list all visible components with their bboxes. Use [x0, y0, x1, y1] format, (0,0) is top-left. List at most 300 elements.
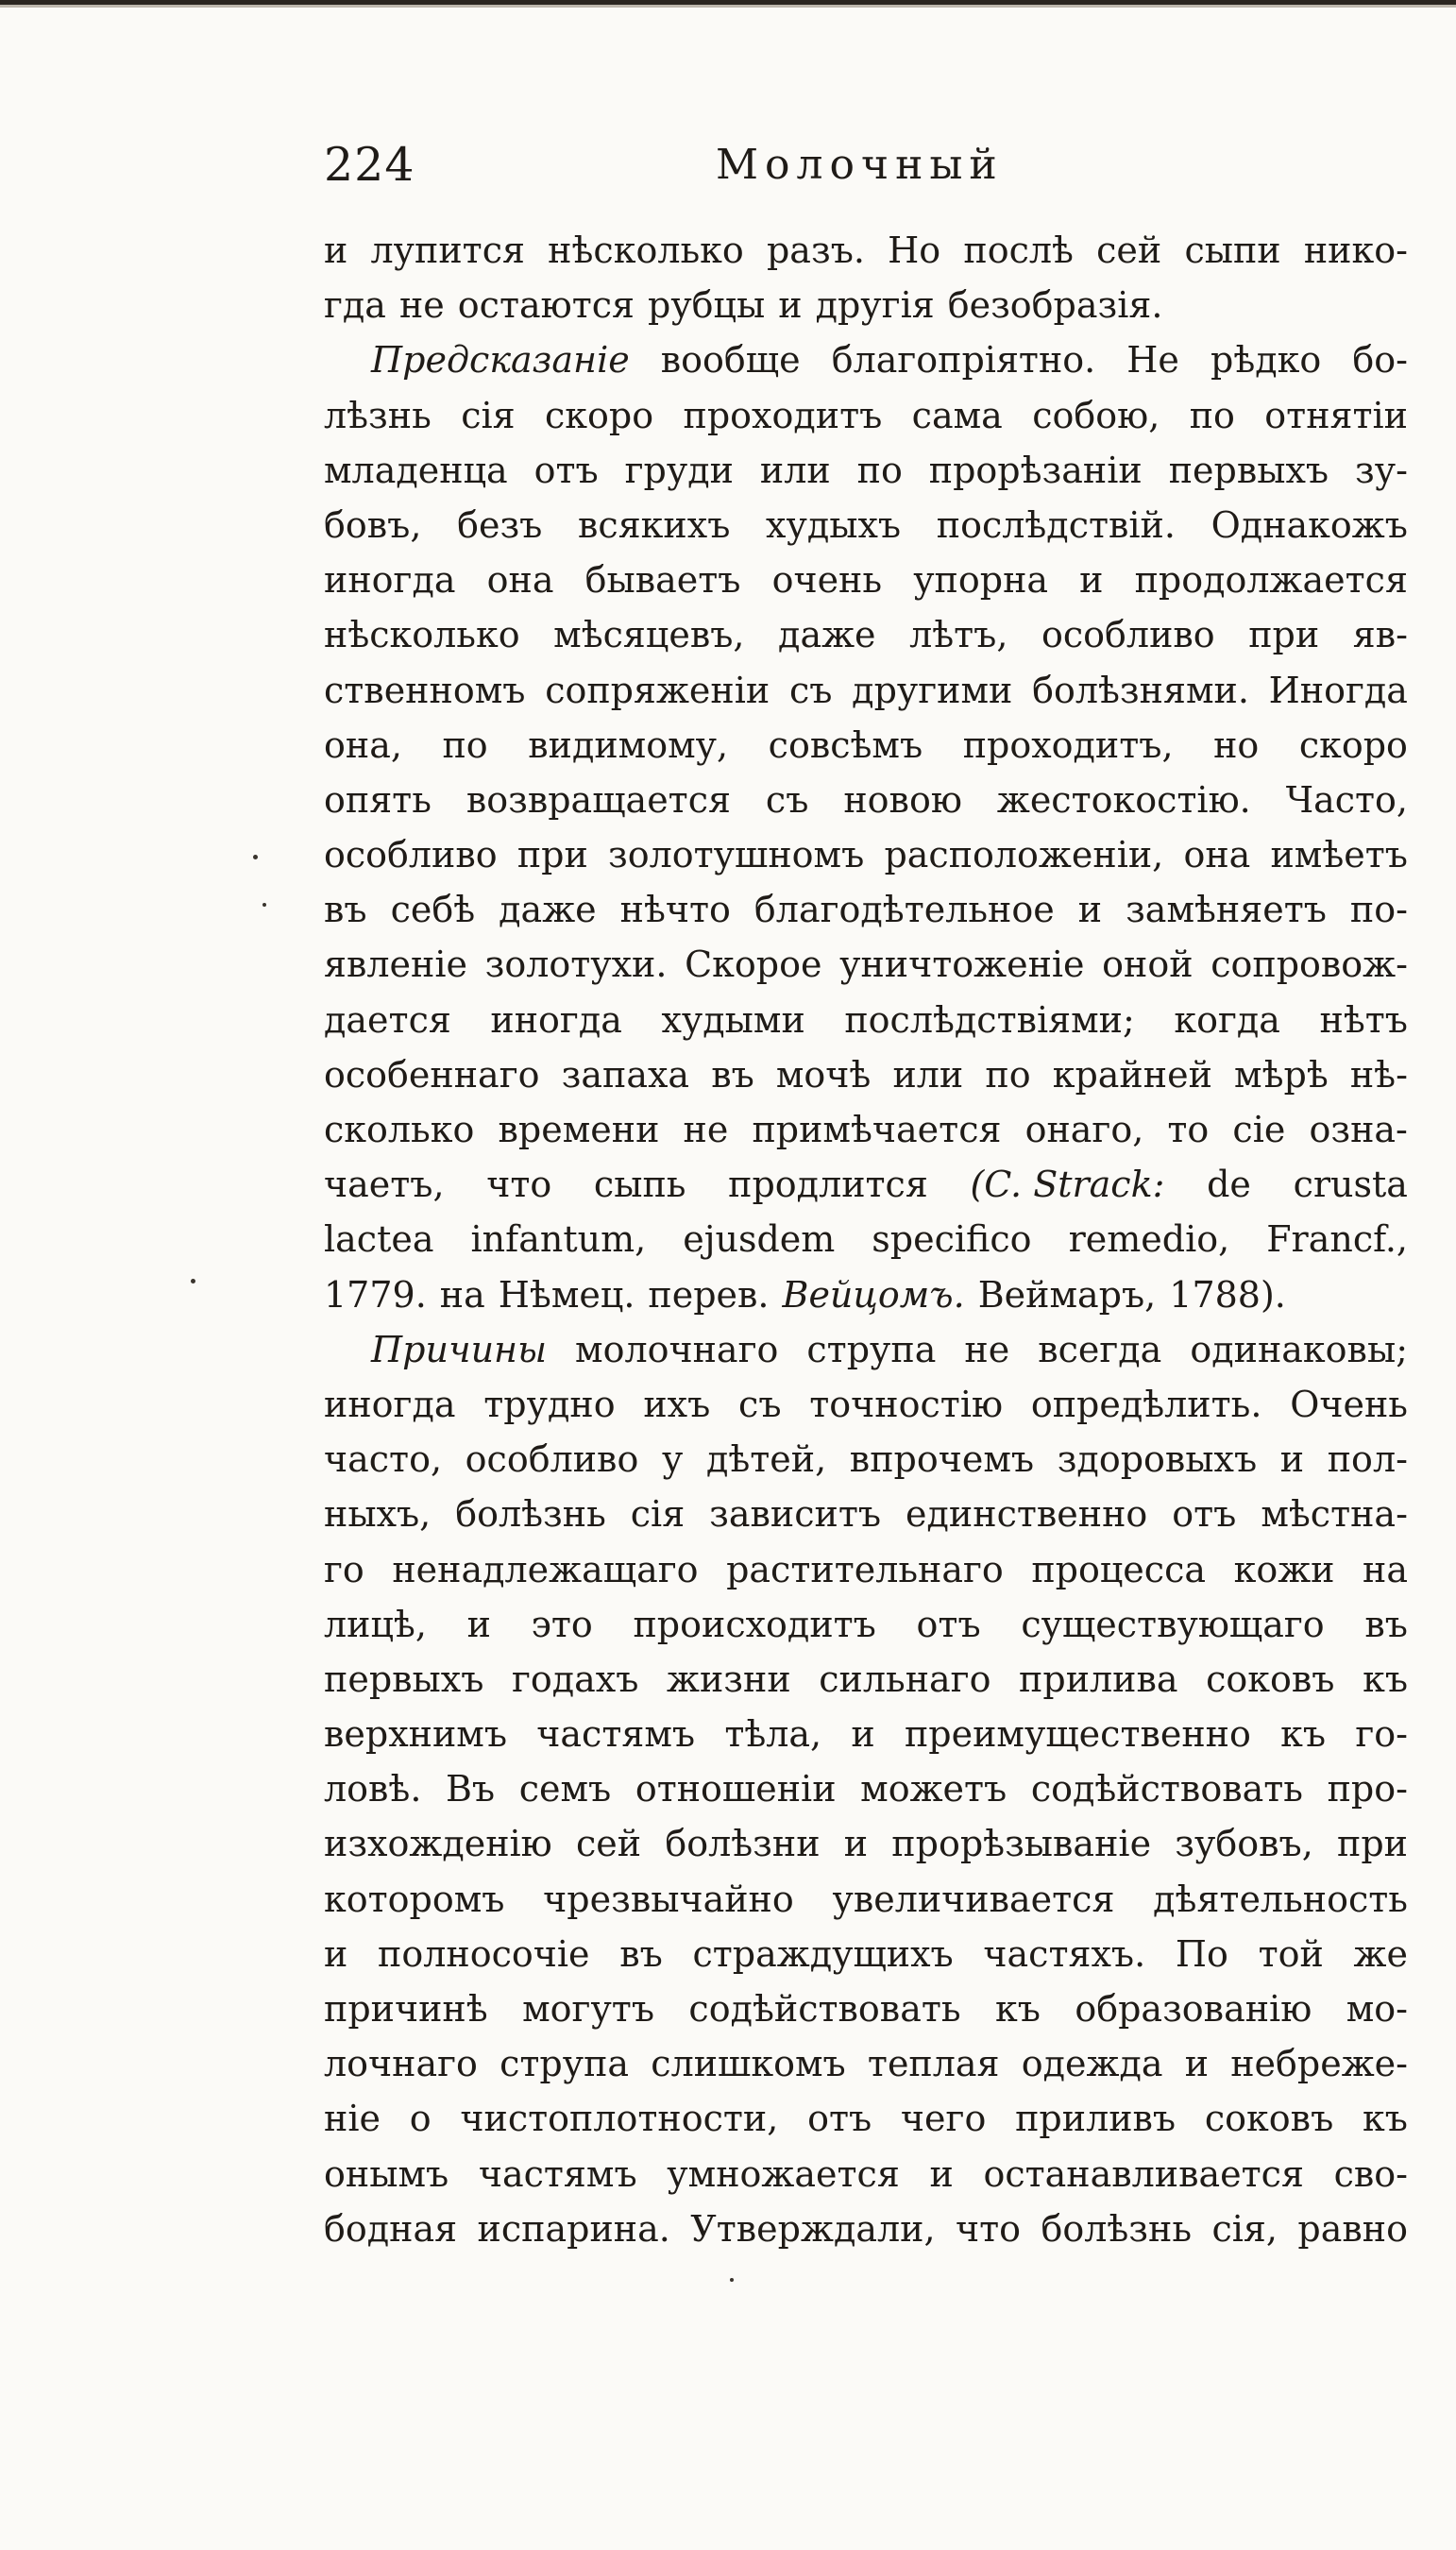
- word: особливо: [324, 834, 498, 876]
- word: запаха: [561, 1053, 690, 1096]
- word: сильнаго: [819, 1658, 991, 1700]
- word: явленіе: [324, 944, 467, 986]
- word: гда: [324, 284, 386, 327]
- word: вообще: [660, 339, 801, 382]
- word: нѣ-: [1349, 1053, 1408, 1096]
- word: ныхъ,: [324, 1493, 432, 1536]
- word: бовъ,: [324, 503, 422, 546]
- word: про-: [1327, 1768, 1408, 1810]
- word: въ: [324, 889, 367, 931]
- scan-top-edge: [0, 0, 1456, 11]
- word: семъ: [518, 1768, 612, 1810]
- word: бо-: [1352, 339, 1408, 382]
- word: даже: [499, 889, 597, 931]
- ink-speck: [253, 855, 258, 859]
- word: съ: [765, 778, 809, 821]
- word: всякихъ: [578, 503, 731, 546]
- word: другими: [852, 669, 1013, 711]
- word: remedio,: [1068, 1218, 1230, 1261]
- word: проходитъ,: [962, 723, 1174, 766]
- word: лочнаго: [324, 2043, 478, 2085]
- word: худыхъ: [766, 503, 902, 546]
- word: соковъ: [1206, 1658, 1335, 1700]
- word: infantum,: [470, 1218, 647, 1261]
- word: это: [531, 1603, 593, 1645]
- word: пол-: [1327, 1438, 1408, 1481]
- ink-speck: [262, 903, 266, 907]
- word: Не: [1126, 339, 1179, 382]
- text-line: [324, 1707, 1408, 1761]
- word: 1788).: [1169, 1273, 1286, 1316]
- word: Francf.,: [1266, 1218, 1408, 1261]
- word: золотухи.: [484, 944, 668, 986]
- word: сія: [630, 1493, 686, 1536]
- word: образованію: [1075, 1988, 1312, 2030]
- word: перев.: [648, 1273, 770, 1316]
- word: рубцы: [648, 284, 766, 327]
- word: лупится: [370, 230, 525, 271]
- text-line: [324, 1652, 1408, 1707]
- word: прилива: [1019, 1658, 1178, 1700]
- word: рѣдко: [1211, 339, 1322, 382]
- text-line: [324, 1377, 1408, 1432]
- word: и: [929, 2152, 954, 2195]
- word: то: [1167, 1109, 1210, 1150]
- word: собою,: [1032, 394, 1160, 436]
- word: первыхъ: [324, 1658, 484, 1700]
- word: го: [324, 1548, 364, 1590]
- word: Въ: [446, 1768, 496, 1810]
- word: у: [661, 1438, 684, 1481]
- word: золотушномъ: [607, 834, 865, 876]
- word: иногда: [490, 998, 622, 1041]
- word: отъ: [807, 2098, 872, 2140]
- ink-speck: [191, 1279, 195, 1284]
- text-line: [324, 278, 1408, 332]
- word: что: [486, 1164, 552, 1206]
- word: теплая: [867, 2043, 1000, 2085]
- body-text: [324, 223, 1408, 2256]
- word: прорѣзаніи: [928, 449, 1143, 491]
- word: сколько: [324, 1109, 475, 1150]
- word: болѣзнь: [455, 1493, 606, 1536]
- word: сіе: [1232, 1109, 1286, 1150]
- word: причинѣ: [324, 1988, 488, 2030]
- word: на: [439, 1273, 485, 1316]
- word: струпа: [806, 1328, 937, 1370]
- word: младенца: [324, 449, 508, 491]
- text-line: [324, 2091, 1408, 2146]
- word: имѣетъ: [1270, 834, 1408, 876]
- word: зависитъ: [709, 1493, 882, 1536]
- word: о: [409, 2098, 432, 2140]
- word: го-: [1355, 1713, 1408, 1756]
- word: Часто,: [1285, 778, 1408, 821]
- word: нѣсколько: [548, 230, 744, 271]
- word: всегда: [1038, 1328, 1162, 1370]
- word: единственно: [906, 1493, 1148, 1536]
- text-line: [324, 1102, 1408, 1157]
- word: здоровыхъ: [1057, 1438, 1258, 1481]
- word: она,: [324, 723, 402, 766]
- word: сія: [461, 394, 516, 436]
- word: съ: [738, 1383, 782, 1425]
- word: частямъ: [478, 2152, 637, 2195]
- word: той: [1258, 1932, 1324, 1975]
- word: ejusdem: [683, 1218, 836, 1261]
- word: Очень: [1290, 1383, 1408, 1425]
- word: чаетъ,: [324, 1164, 445, 1206]
- word: равно: [1297, 2207, 1408, 2250]
- word: оной: [1102, 944, 1194, 986]
- text-line: [324, 827, 1408, 882]
- word: видимому,: [528, 723, 729, 766]
- word: первыхъ: [1168, 449, 1329, 491]
- text-line: [324, 1432, 1408, 1487]
- word: въ: [1364, 1603, 1408, 1645]
- word: особеннаго: [324, 1053, 540, 1096]
- word: 1779.: [324, 1273, 427, 1316]
- word: прорѣзываніе: [891, 1823, 1152, 1865]
- word: и: [1279, 1438, 1305, 1481]
- word: и: [778, 284, 803, 327]
- word: одинаковы;: [1190, 1328, 1408, 1370]
- word: упорна: [913, 559, 1049, 602]
- word: груди: [624, 449, 734, 491]
- word: сопряженіи: [545, 669, 770, 711]
- word: верхнимъ: [324, 1713, 508, 1756]
- text-line: [324, 2202, 1408, 2256]
- word: de: [1207, 1164, 1251, 1206]
- word: бодная: [324, 2207, 458, 2250]
- word: мѣрѣ: [1234, 1053, 1329, 1096]
- text-line: [324, 388, 1408, 443]
- word: болѣзнями.: [1032, 669, 1249, 711]
- word: тѣла,: [724, 1713, 822, 1756]
- word: и: [466, 1603, 491, 1645]
- word: Но: [888, 230, 941, 271]
- word: существующаго: [1021, 1603, 1325, 1645]
- word: могутъ: [522, 1988, 654, 2030]
- text-line: [324, 1981, 1408, 2036]
- running-head: [324, 132, 1041, 198]
- word: умножается: [667, 2152, 900, 2195]
- text-line: [324, 882, 1408, 937]
- word: сія,: [1211, 2207, 1278, 2250]
- word: сей: [1096, 230, 1162, 271]
- text-line: [324, 1322, 1408, 1377]
- word: послѣдствій.: [936, 503, 1176, 546]
- text-line: [324, 607, 1408, 662]
- word: по: [1189, 394, 1235, 436]
- word: Нѣмец.: [498, 1273, 635, 1316]
- text-line: [324, 223, 1408, 278]
- word: изхожденію: [324, 1823, 552, 1865]
- word: опредѣлить.: [1030, 1383, 1262, 1425]
- ink-speck: [730, 2278, 734, 2282]
- word: лѣзнь: [324, 394, 432, 436]
- word: при: [1248, 614, 1320, 656]
- word: по: [985, 1053, 1031, 1096]
- text-line: [324, 1872, 1408, 1927]
- word: скоро: [545, 394, 654, 436]
- word: возвращается: [466, 778, 731, 821]
- word: увеличивается: [832, 1878, 1115, 1920]
- word: замѣняетъ: [1126, 889, 1327, 931]
- word: Скорое: [685, 944, 822, 986]
- text-line: [324, 552, 1408, 607]
- word: сыпи: [1184, 230, 1281, 271]
- text-line: [324, 1267, 1408, 1322]
- word: она: [486, 559, 554, 602]
- word: crusta: [1293, 1164, 1408, 1206]
- word: точностію: [809, 1383, 1004, 1425]
- text-line: [324, 773, 1408, 827]
- word: и: [1184, 2043, 1210, 2085]
- text-line: [324, 993, 1408, 1047]
- word: ственномъ: [324, 669, 526, 711]
- word: яв-: [1352, 614, 1408, 656]
- text-line: [324, 332, 1408, 387]
- word: нѣтъ: [1319, 998, 1408, 1041]
- word: и: [324, 230, 348, 271]
- word: ненадлежащаго: [392, 1548, 699, 1590]
- word: что: [955, 2207, 1022, 2250]
- word: другія: [815, 284, 935, 327]
- word: отношеніи: [635, 1768, 837, 1810]
- text-line: [324, 498, 1408, 552]
- word: отъ: [1172, 1493, 1237, 1536]
- word: чрезвычайно: [543, 1878, 794, 1920]
- word: можетъ: [860, 1768, 1007, 1810]
- word: при: [516, 834, 588, 876]
- word: чистоплотности,: [460, 2098, 779, 2140]
- word: зубовъ,: [1175, 1823, 1313, 1865]
- word: частямъ: [536, 1713, 696, 1756]
- italic-word: Причины: [371, 1328, 548, 1370]
- word: онаго,: [1024, 1109, 1144, 1150]
- word: Веймаръ,: [977, 1273, 1157, 1316]
- word: когда: [1174, 998, 1280, 1041]
- word: мѣсяцевъ,: [553, 614, 745, 656]
- page-number: 224: [324, 138, 415, 192]
- word: лицѣ,: [324, 1603, 427, 1645]
- word: полносочіе: [378, 1932, 590, 1975]
- word: опять: [324, 778, 432, 821]
- italic-word: Предсказаніе: [371, 339, 630, 382]
- running-title: Молочный: [716, 141, 1004, 189]
- word: отъ: [916, 1603, 981, 1645]
- word: болѣзнь: [1041, 2207, 1193, 2250]
- word: благопріятно.: [831, 339, 1096, 382]
- text-line: [324, 2036, 1408, 2091]
- word: процесса: [1031, 1548, 1207, 1590]
- word: сыпь: [593, 1164, 686, 1206]
- word: часто,: [324, 1438, 443, 1481]
- word: жестокостію.: [996, 778, 1251, 821]
- word: при: [1337, 1823, 1408, 1865]
- word: нѣчто: [619, 889, 731, 931]
- text-line: [324, 1597, 1408, 1652]
- word: иногда: [324, 1383, 456, 1425]
- word: расположеніи,: [884, 834, 1164, 876]
- word: къ: [1280, 1713, 1327, 1756]
- text-line: [324, 1816, 1408, 1871]
- word: примѣчается: [752, 1109, 1002, 1150]
- word: безобразія.: [947, 284, 1163, 327]
- word: ихъ: [643, 1383, 711, 1425]
- word: новою: [843, 778, 962, 821]
- word: растительнаго: [726, 1548, 1004, 1590]
- word: годахъ: [511, 1658, 639, 1700]
- word: по: [442, 723, 488, 766]
- word: зу-: [1355, 449, 1408, 491]
- word: которомъ: [324, 1878, 505, 1920]
- word: болѣзни: [665, 1823, 821, 1865]
- word: мо-: [1346, 1988, 1408, 2030]
- word: себѣ: [390, 889, 476, 931]
- word: лѣтъ,: [909, 614, 1008, 656]
- text-line: [324, 1487, 1408, 1541]
- word: впрочемъ: [849, 1438, 1035, 1481]
- word: молочнаго: [575, 1328, 779, 1370]
- word: или: [759, 449, 831, 491]
- word: въ: [711, 1053, 754, 1096]
- word: же: [1353, 1932, 1408, 1975]
- word: соковъ: [1204, 2098, 1334, 2140]
- word: ловѣ.: [324, 1768, 422, 1810]
- word: особливо: [465, 1438, 639, 1481]
- word: кожи: [1233, 1548, 1335, 1590]
- word: отнятіи: [1264, 394, 1408, 436]
- word: дѣтей,: [705, 1438, 827, 1481]
- word: испарина.: [477, 2207, 670, 2250]
- word: сво-: [1333, 2152, 1408, 2195]
- word: Иногда: [1268, 669, 1408, 711]
- italic-word: (C. Strack:: [970, 1164, 1165, 1206]
- text-line: [324, 937, 1408, 992]
- word: на: [1363, 1548, 1408, 1590]
- word: послѣдствіями;: [844, 998, 1135, 1041]
- word: бываетъ: [584, 559, 741, 602]
- word: она: [1183, 834, 1251, 876]
- word: разъ.: [766, 230, 865, 271]
- text-line: [324, 1761, 1408, 1816]
- text-line: [324, 1047, 1408, 1102]
- word: и: [1079, 559, 1104, 602]
- word: жизни: [667, 1658, 791, 1700]
- word: мѣстна-: [1261, 1493, 1408, 1536]
- word: озна-: [1309, 1109, 1408, 1150]
- word: остаются: [457, 284, 635, 327]
- text-line: [324, 443, 1408, 498]
- word: небреже-: [1230, 2043, 1408, 2085]
- word: по: [856, 449, 903, 491]
- text-line: [324, 663, 1408, 718]
- text-line: [324, 718, 1408, 773]
- word: съ: [788, 669, 833, 711]
- word: къ: [1363, 2098, 1408, 2140]
- word: страждущихъ: [692, 1932, 954, 1975]
- word: не: [683, 1109, 729, 1150]
- word: или: [892, 1053, 964, 1096]
- word: трудно: [483, 1383, 616, 1425]
- word: особливо: [1041, 614, 1215, 656]
- word: сей: [576, 1823, 642, 1865]
- word: и: [1077, 889, 1103, 931]
- word: содѣйствовать: [1030, 1768, 1303, 1810]
- word: худыми: [661, 998, 805, 1041]
- word: дается: [324, 998, 451, 1041]
- word: отъ: [533, 449, 599, 491]
- word: происходитъ: [633, 1603, 876, 1645]
- word: Утверждали,: [690, 2207, 936, 2250]
- word: иногда: [324, 559, 456, 602]
- word: сама: [911, 394, 1003, 436]
- word: и: [324, 1932, 348, 1975]
- word: Однакожъ: [1211, 503, 1408, 546]
- word: частяхъ.: [983, 1932, 1146, 1975]
- word: сопровож-: [1211, 944, 1408, 986]
- word: и: [851, 1713, 875, 1756]
- word: и: [843, 1823, 869, 1865]
- text-line: [324, 2147, 1408, 2202]
- word: продлится: [728, 1164, 928, 1206]
- word: мочѣ: [775, 1053, 872, 1096]
- text-line: [324, 1157, 1408, 1212]
- word: продолжается: [1134, 559, 1408, 602]
- word: послѣ: [963, 230, 1074, 271]
- word: одежда: [1021, 2043, 1163, 2085]
- word: нико-: [1303, 230, 1408, 271]
- word: безъ: [457, 503, 543, 546]
- word: къ: [1363, 1658, 1408, 1700]
- word: содѣйствовать: [688, 1988, 961, 2030]
- word: даже: [778, 614, 876, 656]
- italic-word: Вейцомъ.: [782, 1273, 965, 1316]
- word: уничтоженіе: [839, 944, 1085, 986]
- word: приливъ: [1015, 2098, 1177, 2140]
- word: lactea: [324, 1218, 434, 1261]
- word: крайней: [1052, 1053, 1212, 1096]
- word: слишкомъ: [651, 2043, 846, 2085]
- word: По: [1175, 1932, 1228, 1975]
- word: благодѣтельное: [753, 889, 1055, 931]
- word: останавливается: [983, 2152, 1304, 2195]
- word: скоро: [1298, 723, 1408, 766]
- word: но: [1213, 723, 1260, 766]
- text-line: [324, 1212, 1408, 1266]
- word: проходитъ: [683, 394, 883, 436]
- word: преимущественно: [904, 1713, 1251, 1756]
- word: времени: [498, 1109, 660, 1150]
- word: ніе: [324, 2098, 381, 2140]
- word: не: [398, 284, 445, 327]
- word: не: [964, 1328, 1010, 1370]
- word: совсѣмъ: [768, 723, 923, 766]
- word: онымъ: [324, 2152, 449, 2195]
- text-line: [324, 1927, 1408, 1981]
- word: дѣятельность: [1153, 1878, 1408, 1920]
- word: чего: [900, 2098, 987, 2140]
- word: къ: [994, 1988, 1041, 2030]
- word: по-: [1349, 889, 1408, 931]
- word: specifico: [872, 1218, 1032, 1261]
- word: очень: [771, 559, 883, 602]
- word: нѣсколько: [324, 614, 520, 656]
- text-line: [324, 1542, 1408, 1597]
- word: струпа: [499, 2043, 630, 2085]
